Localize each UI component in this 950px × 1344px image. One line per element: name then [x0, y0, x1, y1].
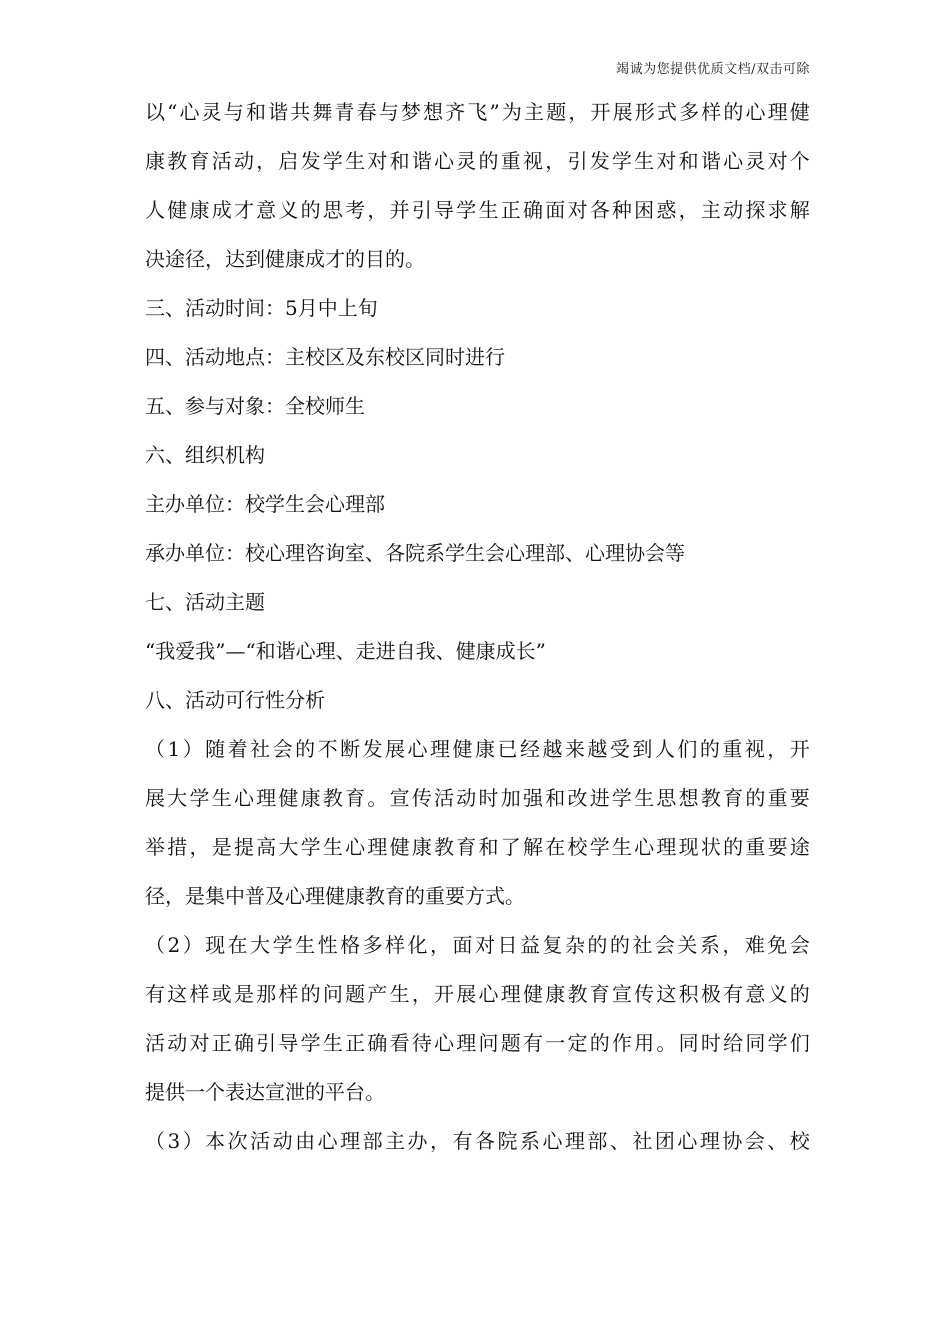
text-line: （2）现在大学生性格多样化，面对日益复杂的的社会关系，难免会 — [145, 933, 810, 957]
document-body — [145, 100, 810, 1178]
feasibility-point-3 — [145, 1129, 810, 1153]
section-activity-location — [145, 345, 810, 369]
text-line: 举措，是提高大学生心理健康教育和了解在校学生心理现状的重要途 — [145, 835, 810, 859]
text-line: 八、活动可行性分析 — [145, 688, 325, 712]
text-line: 活动对正确引导学生正确看待心理问题有一定的作用。同时给同学们 — [145, 1031, 810, 1055]
text-line: 主办单位：校学生会心理部 — [145, 492, 385, 516]
feasibility-point-1 — [145, 737, 810, 908]
text-line: 展大学生心理健康教育。宣传活动时加强和改进学生思想教育的重要 — [145, 786, 810, 810]
text-line: 七、活动主题 — [145, 590, 265, 614]
organizer-undertaker — [145, 541, 810, 565]
text-line: 径，是集中普及心理健康教育的重要方式。 — [145, 884, 525, 908]
text-line: 康教育活动，启发学生对和谐心灵的重视，引发学生对和谐心灵对个 — [145, 149, 810, 173]
text-line: 六、组织机构 — [145, 443, 265, 467]
activity-slogan — [145, 639, 810, 663]
paragraph-theme — [145, 100, 810, 271]
text-line: 人健康成才意义的思考，并引导学生正确面对各种困惑，主动探求解 — [145, 198, 810, 222]
text-line: 四、活动地点：主校区及东校区同时进行 — [145, 345, 505, 369]
section-participants — [145, 394, 810, 418]
text-line: 提供一个表达宣泄的平台。 — [145, 1080, 385, 1104]
text-line: 以“心灵与和谐共舞青春与梦想齐飞”为主题，开展形式多样的心理健 — [145, 100, 810, 124]
text-line: 五、参与对象：全校师生 — [145, 394, 365, 418]
section-feasibility — [145, 688, 810, 712]
organizer-host — [145, 492, 810, 516]
section-activity-time — [145, 296, 810, 320]
text-line: 承办单位：校心理咨询室、各院系学生会心理部、心理协会等 — [145, 541, 685, 565]
section-organization — [145, 443, 810, 467]
text-line: 三、活动时间：5月中上旬 — [145, 296, 378, 320]
text-line: 决途径，达到健康成才的目的。 — [145, 247, 425, 271]
section-activity-theme — [145, 590, 810, 614]
feasibility-point-2 — [145, 933, 810, 1104]
text-line: “我爱我”—“和谐心理、走进自我、健康成长” — [145, 639, 546, 663]
page-header-note: 竭诚为您提供优质文档/双击可除 — [616, 62, 810, 77]
text-line: 有这样或是那样的问题产生，开展心理健康教育宣传这积极有意义的 — [145, 982, 810, 1006]
text-line: （3）本次活动由心理部主办，有各院系心理部、社团心理协会、校 — [145, 1129, 810, 1153]
text-line: （1）随着社会的不断发展心理健康已经越来越受到人们的重视，开 — [145, 737, 810, 761]
